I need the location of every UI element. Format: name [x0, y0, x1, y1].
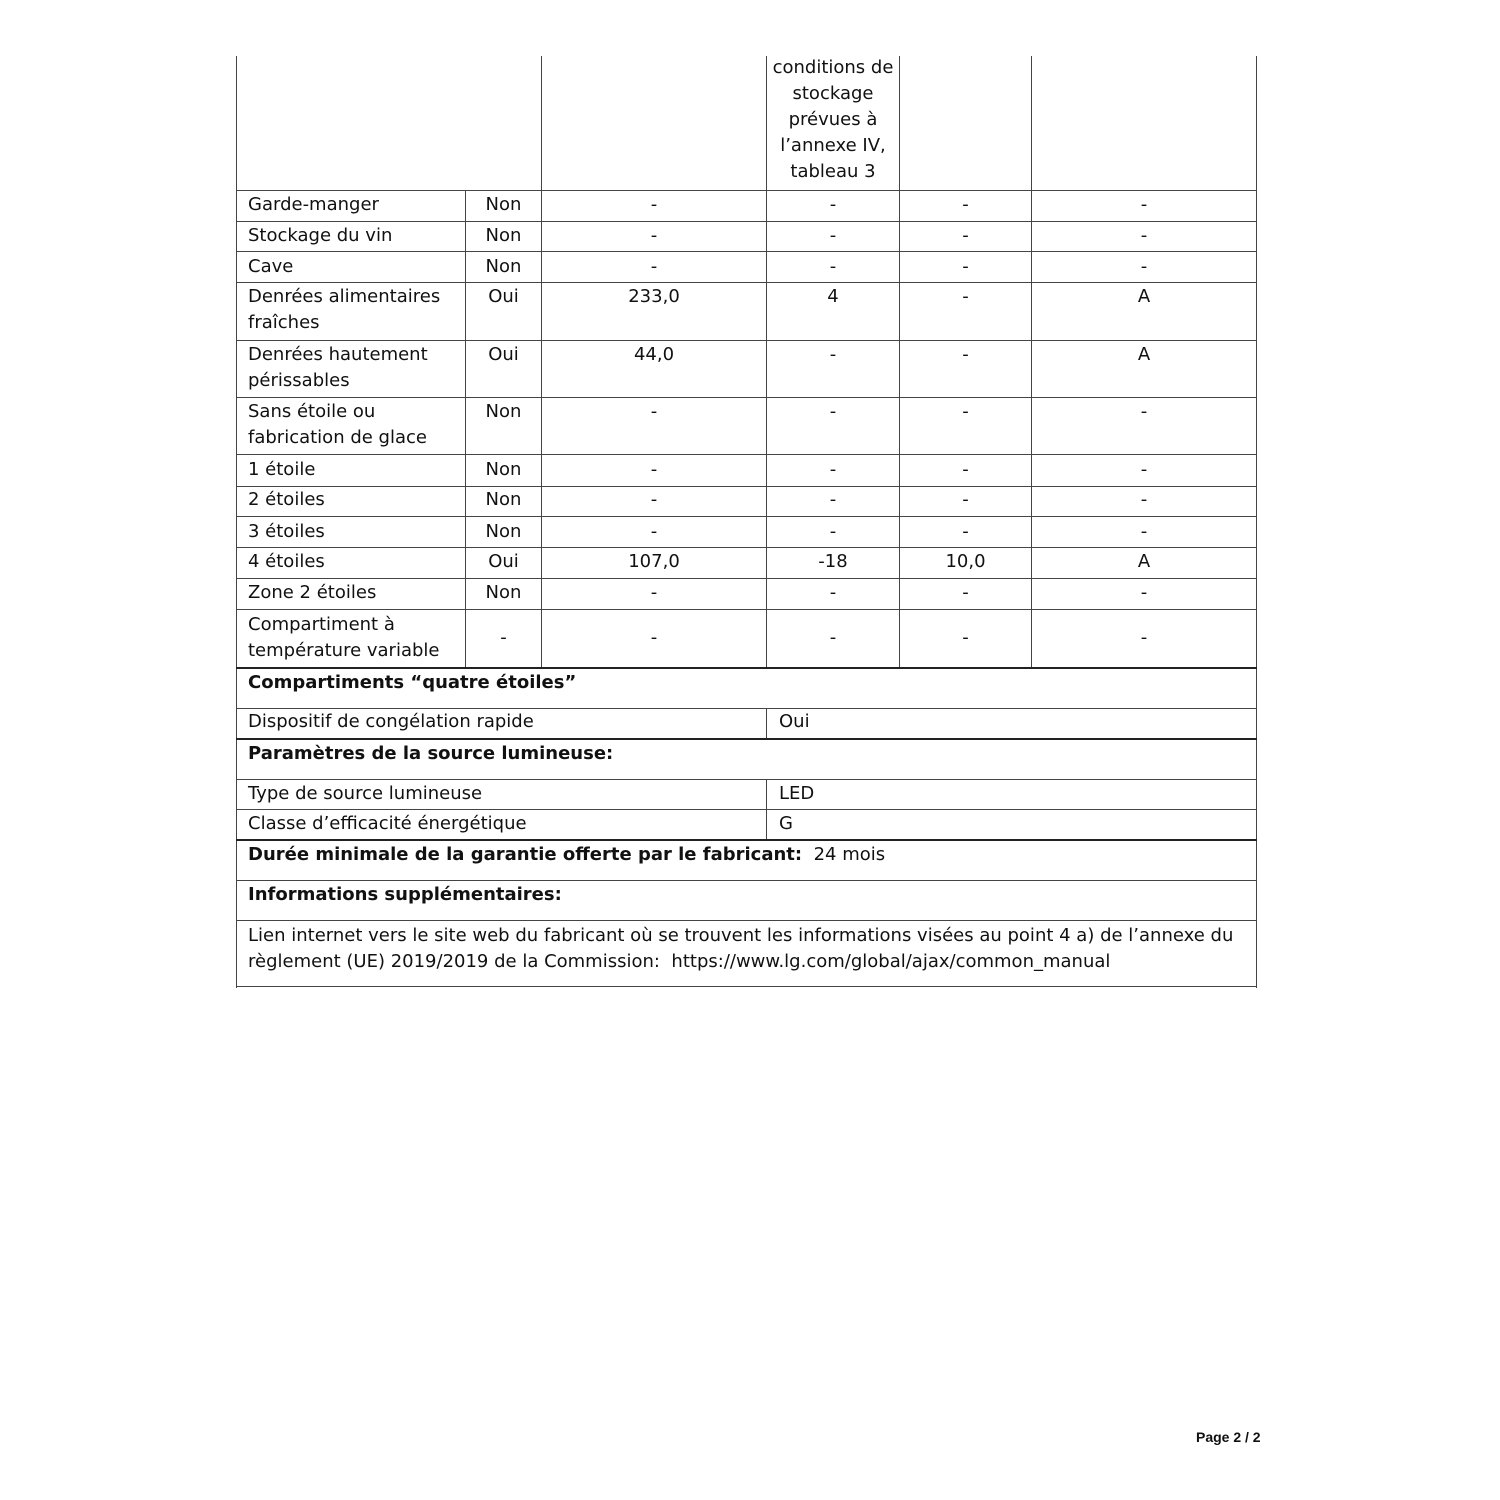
- cell-freeze: -: [962, 489, 969, 510]
- cell-volume: -: [650, 489, 658, 510]
- row-line: [236, 340, 1257, 341]
- cell-temp: -: [829, 489, 837, 510]
- cell-temp: -: [829, 401, 837, 422]
- cell-class: A: [1137, 551, 1151, 572]
- cell-present: Non: [485, 194, 522, 215]
- cell-temp: 4: [827, 286, 839, 307]
- table-row-label: Denrées hautement périssables: [248, 344, 428, 391]
- cell-present: Oui: [488, 286, 519, 307]
- section-heading-light: Paramètres de la source lumineuse:: [248, 743, 614, 764]
- table-row-label: 2 étoiles: [248, 489, 325, 510]
- cell-class: -: [1140, 194, 1148, 215]
- cell-temp: -: [829, 225, 837, 246]
- col-divider: [766, 779, 767, 840]
- cell-class: -: [1140, 401, 1148, 422]
- table-row-label: 1 étoile: [248, 459, 316, 480]
- section-heading-additional: Informations supplémentaires:: [248, 884, 562, 905]
- cell-class: -: [1140, 256, 1148, 277]
- cell-present: Oui: [488, 551, 519, 572]
- cell-freeze: -: [962, 521, 969, 542]
- row-line: [236, 920, 1257, 921]
- row-line: [236, 578, 1257, 579]
- row-line: [236, 880, 1257, 881]
- cell-temp: -: [829, 582, 837, 603]
- cell-freeze: -: [962, 225, 969, 246]
- cell-class: -: [1140, 521, 1148, 542]
- cell-freeze: -: [962, 582, 969, 603]
- cell-volume: -: [650, 521, 658, 542]
- cell-class: -: [1140, 225, 1148, 246]
- additional-info-text: [248, 923, 1238, 975]
- cell-present: Non: [485, 401, 522, 422]
- cell-freeze: -: [962, 459, 969, 480]
- additional-text: Lien internet vers le site web du fabricant où se trouvent les informations visées au point 4 a) de l’annexe du règlement (UE) 2019/2019 de la Commission:: [248, 925, 1234, 972]
- table-row-label: Sans étoile ou fabrication de glace: [248, 401, 427, 448]
- cell-freeze: -: [962, 401, 969, 422]
- table-row-label: Stockage du vin: [248, 225, 393, 246]
- cell-present: Non: [485, 459, 522, 480]
- cell-present: Non: [485, 582, 522, 603]
- row-line: [236, 282, 1257, 283]
- cell-freeze: 10,0: [945, 551, 986, 572]
- cell-present: Non: [485, 489, 522, 510]
- row-line: [236, 251, 1257, 252]
- light-class-value: G: [779, 813, 793, 834]
- light-type-value: LED: [779, 783, 815, 804]
- cell-class: A: [1137, 344, 1151, 365]
- table-row-label: Zone 2 étoiles: [248, 582, 377, 603]
- row-line: [236, 221, 1257, 222]
- row-line: [236, 547, 1257, 548]
- cell-temp: -: [829, 627, 837, 648]
- row-line: [236, 738, 1257, 740]
- row-line: [236, 667, 1257, 669]
- cell-present: Non: [485, 256, 522, 277]
- table-row-label: Denrées alimentaires fraîches: [248, 286, 441, 333]
- cell-volume: 107,0: [628, 551, 680, 572]
- cell-volume: 44,0: [633, 344, 675, 365]
- cell-temp: -: [829, 459, 837, 480]
- cell-volume: -: [650, 582, 658, 603]
- cell-class: -: [1140, 459, 1148, 480]
- cell-class: -: [1140, 582, 1148, 603]
- cell-class: A: [1137, 286, 1151, 307]
- table-row-label: Compartiment à température variable: [248, 614, 440, 661]
- section-heading-four-star: Compartiments “quatre étoiles”: [248, 672, 577, 693]
- cell-temp: -: [829, 256, 837, 277]
- cell-volume: -: [650, 256, 658, 277]
- cell-freeze: -: [962, 627, 969, 648]
- header-storage-conditions: conditions de stockage prévues à l’annexe IV, tableau 3: [772, 57, 894, 182]
- warranty-value: 24 mois: [813, 844, 886, 865]
- light-class-label: Classe d’efficacité énergétique: [248, 813, 527, 834]
- col-divider: [541, 56, 542, 191]
- table-row-label: 3 étoiles: [248, 521, 325, 542]
- cell-class: -: [1140, 627, 1148, 648]
- row-line: [236, 779, 1257, 780]
- col-divider: [766, 708, 767, 739]
- cell-temp: -: [829, 521, 837, 542]
- quick-freeze-label: Dispositif de congélation rapide: [248, 711, 534, 732]
- row-line: [236, 839, 1257, 841]
- table-left-border: [236, 56, 237, 668]
- cell-volume: -: [650, 459, 658, 480]
- cell-temp: -18: [818, 551, 848, 572]
- row-line: [236, 609, 1257, 610]
- warranty-label: Durée minimale de la garantie offerte par le fabricant:: [248, 844, 803, 865]
- cell-volume: 233,0: [628, 286, 680, 307]
- row-line: [236, 190, 1257, 191]
- cell-volume: -: [650, 627, 658, 648]
- table-row-label: 4 étoiles: [248, 551, 325, 572]
- row-line: [236, 809, 1257, 810]
- table-left-border: [236, 668, 237, 988]
- table-row-label: Cave: [248, 256, 294, 277]
- cell-present: Oui: [488, 344, 519, 365]
- row-line: [236, 516, 1257, 517]
- cell-present: -: [500, 627, 507, 648]
- cell-class: -: [1140, 489, 1148, 510]
- table-right-border: [1256, 56, 1257, 988]
- cell-volume: -: [650, 194, 658, 215]
- cell-present: Non: [485, 521, 522, 542]
- table-bottom-border: [236, 986, 1257, 987]
- cell-volume: -: [650, 401, 658, 422]
- quick-freeze-value: Oui: [779, 711, 810, 732]
- cell-freeze: -: [962, 256, 969, 277]
- row-line: [236, 454, 1257, 455]
- cell-freeze: -: [962, 286, 969, 307]
- cell-present: Non: [485, 225, 522, 246]
- row-line: [236, 397, 1257, 398]
- table-row-label: Garde-manger: [248, 194, 379, 215]
- manufacturer-link[interactable]: https://www.lg.com/global/ajax/common_manual: [671, 951, 1111, 972]
- light-type-label: Type de source lumineuse: [248, 783, 483, 804]
- page-number: Page 2 / 2: [1196, 1429, 1261, 1445]
- cell-freeze: -: [962, 194, 969, 215]
- cell-volume: -: [650, 225, 658, 246]
- cell-freeze: -: [962, 344, 969, 365]
- warranty-row: [248, 842, 885, 868]
- cell-temp: -: [829, 194, 837, 215]
- cell-temp: -: [829, 344, 837, 365]
